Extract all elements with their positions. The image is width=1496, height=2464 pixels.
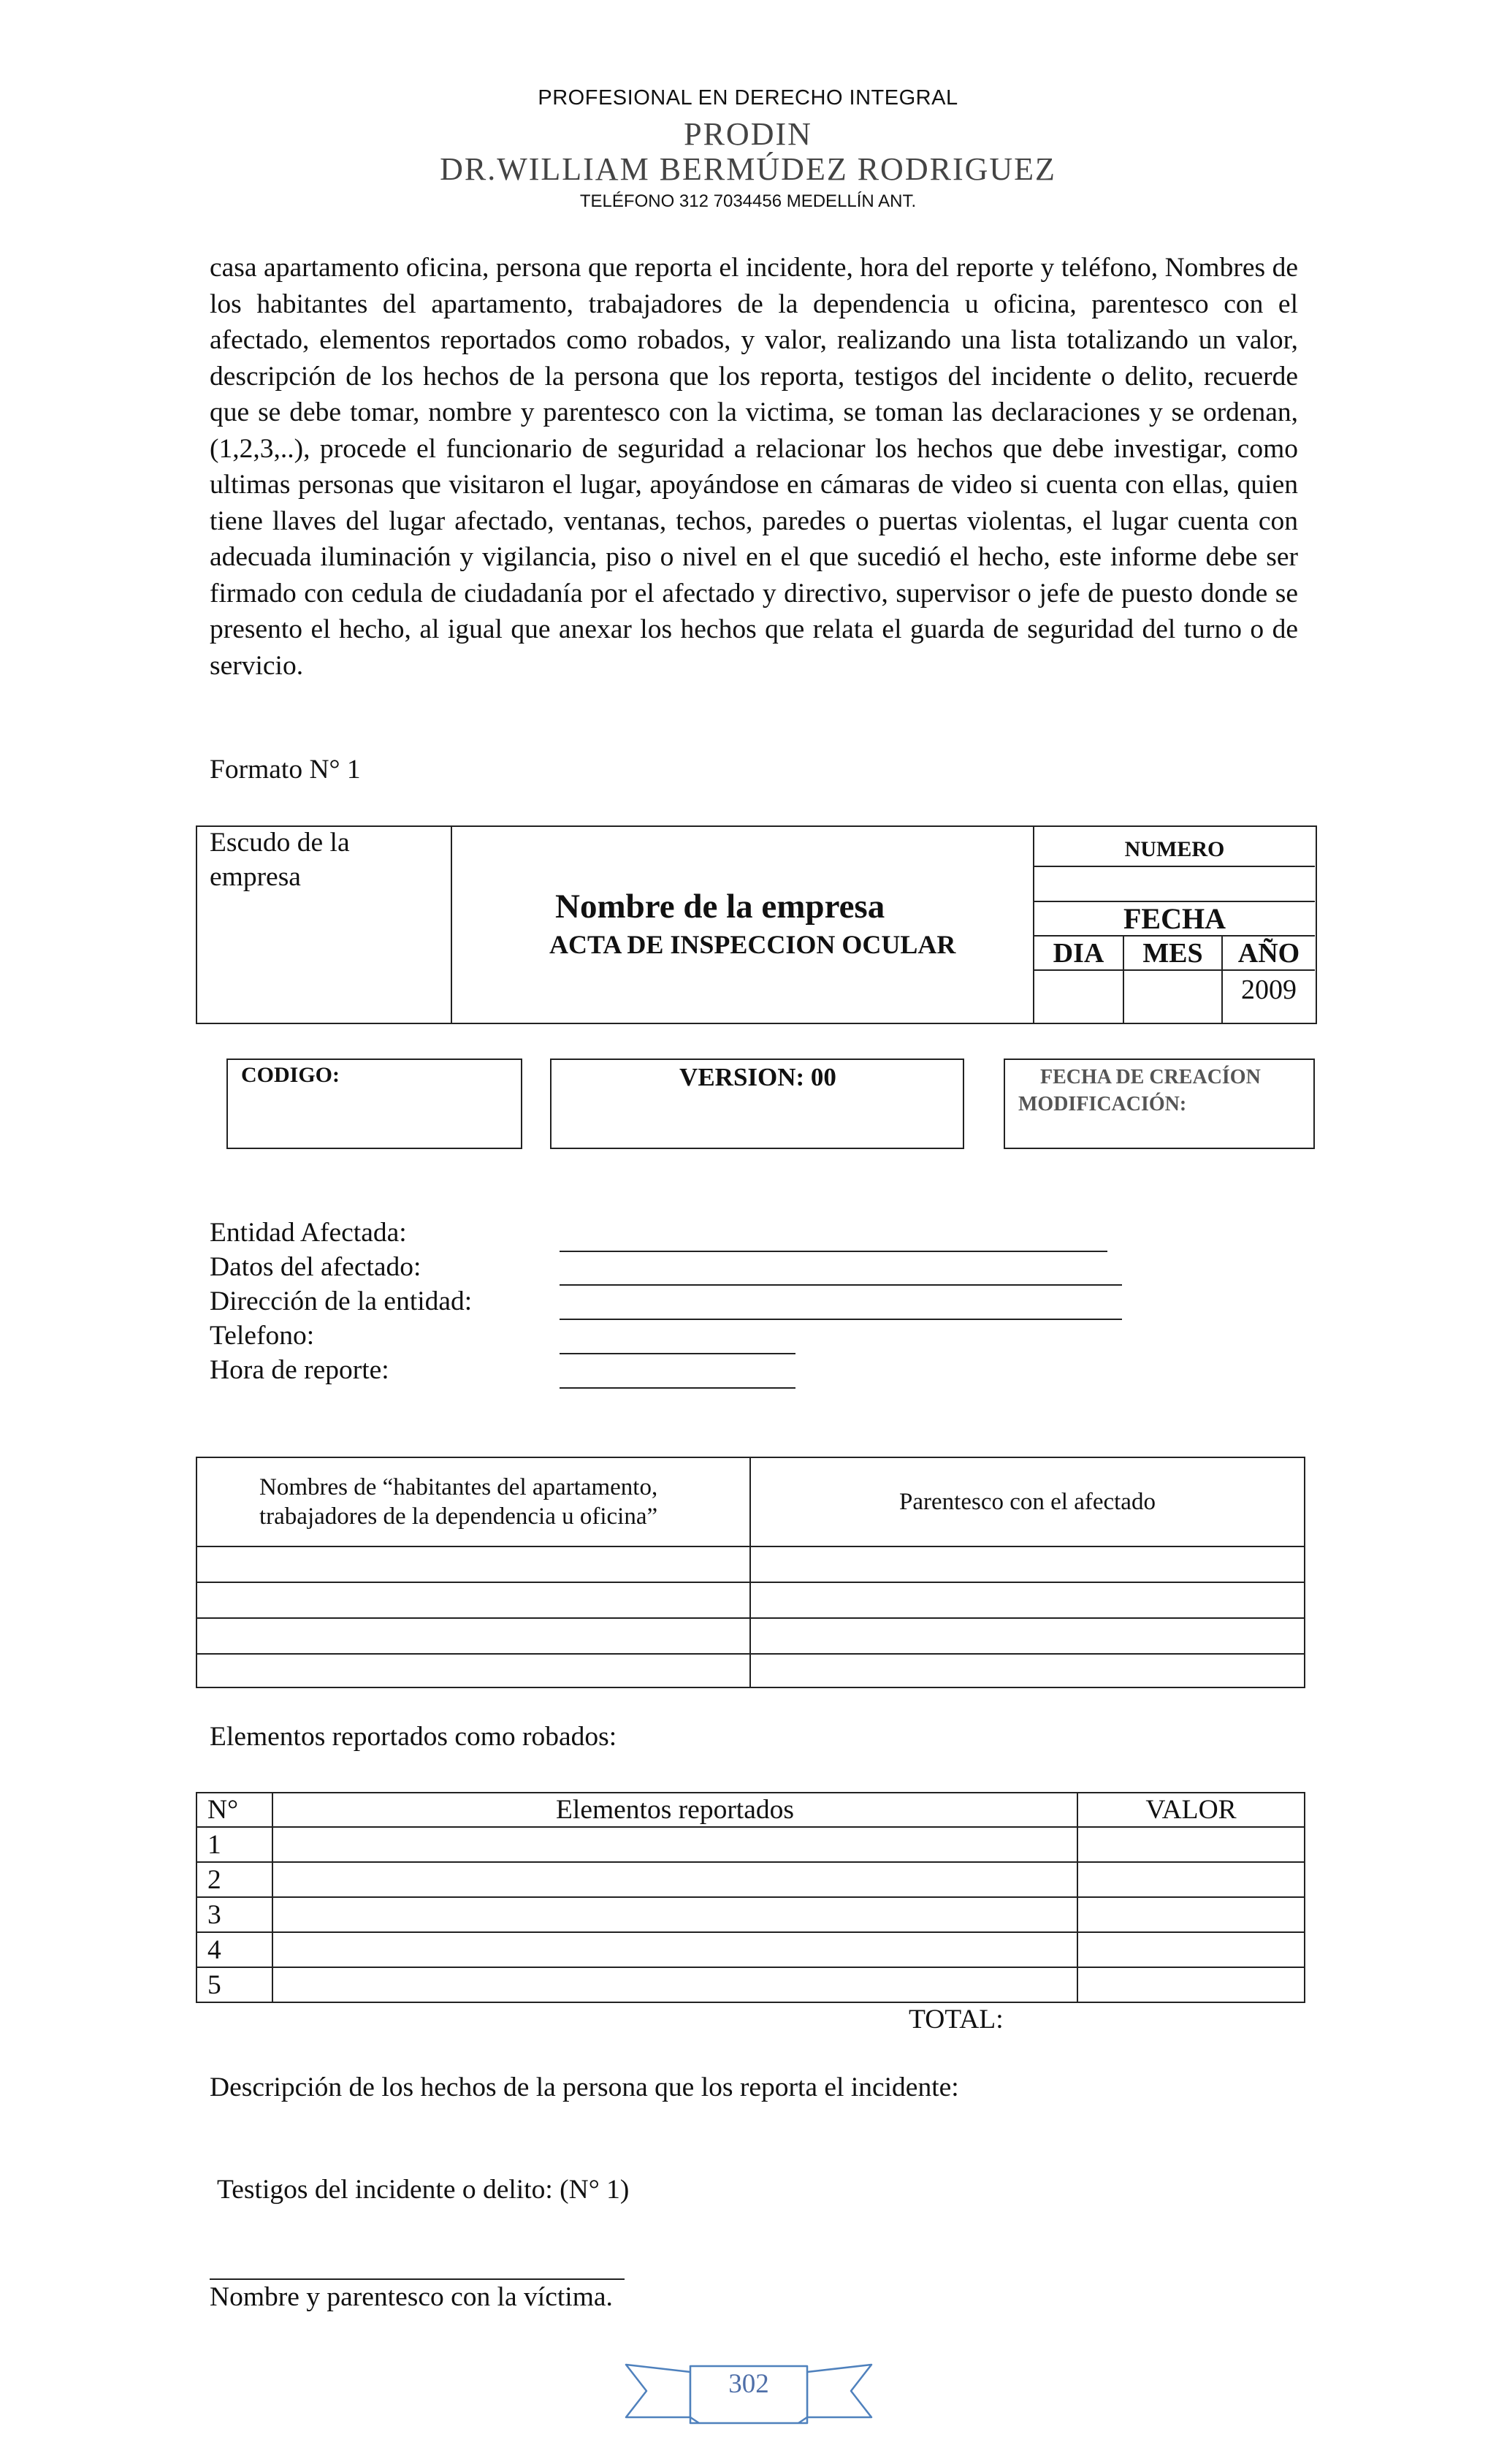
description-label: Descripción de los hechos de la persona que los reporta el incidente:	[210, 2072, 959, 2102]
signature-label: Nombre y parentesco con la víctima.	[210, 2282, 613, 2312]
table-row	[196, 1546, 1305, 1582]
escudo-label: Escudo de la empresa	[210, 828, 350, 892]
table-cell[interactable]	[1077, 1862, 1305, 1897]
table-row	[196, 1582, 1305, 1618]
codigo-box	[226, 1059, 522, 1149]
residents-header-relationship: Parentesco con el afectado	[750, 1457, 1305, 1546]
residents-table	[196, 1457, 1305, 1688]
field-hora-line[interactable]	[560, 1387, 795, 1389]
header-line-1: PROFESIONAL EN DERECHO INTEGRAL	[538, 86, 958, 110]
ano-label: AÑO	[1237, 938, 1300, 969]
version-box	[550, 1059, 964, 1149]
table-row	[196, 1932, 1305, 1967]
fecha-creacion-box	[1004, 1059, 1315, 1149]
field-entidad: Entidad Afectada:	[210, 1218, 407, 1248]
total-label: TOTAL:	[909, 2005, 1004, 2034]
dia-label: DIA	[1053, 938, 1104, 969]
table-cell[interactable]	[750, 1654, 1305, 1687]
table-row	[196, 1967, 1305, 2002]
field-direccion: Dirección de la entidad:	[210, 1286, 473, 1316]
row-number: 4	[196, 1932, 272, 1967]
table-row	[196, 1618, 1305, 1654]
fecha-creacion-label: FECHA DE CREACÍON	[1040, 1066, 1261, 1088]
field-telefono-line[interactable]	[560, 1353, 795, 1354]
stolen-header-value: VALOR	[1077, 1793, 1305, 1827]
row-number: 2	[196, 1862, 272, 1897]
row-number: 3	[196, 1897, 272, 1932]
residents-header-names	[196, 1457, 750, 1546]
table-cell[interactable]	[196, 1582, 750, 1618]
field-entidad-line[interactable]	[560, 1251, 1107, 1252]
format-label: Formato N° 1	[210, 755, 361, 785]
witnesses-label: Testigos del incidente o delito: (N° 1)	[217, 2175, 630, 2205]
header-line-4: TELÉFONO 312 7034456 MEDELLÍN ANT.	[579, 191, 917, 211]
field-telefono: Telefono:	[210, 1321, 315, 1351]
header-line-3: DR.WILLIAM BERMÚDEZ RODRIGUEZ	[440, 151, 1056, 187]
table-cell[interactable]	[272, 1967, 1077, 2002]
table-cell[interactable]	[196, 1618, 750, 1654]
field-hora: Hora de reporte:	[210, 1355, 389, 1385]
version-label: VERSION: 00	[679, 1063, 836, 1091]
table-cell[interactable]	[196, 1654, 750, 1687]
codigo-label: CODIGO:	[241, 1063, 340, 1087]
ano-value: 2009	[1241, 974, 1297, 1005]
residents-header-line-1: Nombres de “habitantes del apartamento,	[259, 1474, 658, 1500]
field-direccion-line[interactable]	[560, 1319, 1122, 1320]
mes-label: MES	[1142, 938, 1203, 969]
table-cell[interactable]	[272, 1862, 1077, 1897]
table-row	[196, 1897, 1305, 1932]
table-row	[196, 1654, 1305, 1687]
company-name: Nombre de la empresa	[555, 888, 885, 926]
table-cell[interactable]	[1077, 1932, 1305, 1967]
stolen-header-items: Elementos reportados	[272, 1793, 1077, 1827]
table-row	[196, 1862, 1305, 1897]
modificacion-label: MODIFICACIÓN:	[1018, 1093, 1187, 1115]
act-title: ACTA DE INSPECCION OCULAR	[549, 930, 956, 959]
table-cell[interactable]	[750, 1546, 1305, 1582]
table-cell[interactable]	[272, 1897, 1077, 1932]
page-number: 302	[728, 2369, 769, 2399]
fecha-label: FECHA	[1123, 902, 1226, 935]
field-datos-line[interactable]	[560, 1284, 1122, 1286]
header-line-2: PRODIN	[684, 116, 812, 152]
stolen-label: Elementos reportados como robados:	[210, 1722, 617, 1752]
row-number: 5	[196, 1967, 272, 2002]
table-cell[interactable]	[196, 1546, 750, 1582]
stolen-header-no: N°	[196, 1793, 272, 1827]
table-cell[interactable]	[1077, 1827, 1305, 1862]
table-cell[interactable]	[272, 1827, 1077, 1862]
residents-header-line-2: trabajadores de la dependencia u oficina”	[259, 1503, 658, 1530]
row-number: 1	[196, 1827, 272, 1862]
table-cell[interactable]	[1077, 1967, 1305, 2002]
stolen-table	[196, 1792, 1305, 2003]
table-cell[interactable]	[750, 1618, 1305, 1654]
numero-label: NUMERO	[1124, 837, 1225, 861]
table-row	[196, 1827, 1305, 1862]
field-datos: Datos del afectado:	[210, 1252, 421, 1282]
table-cell[interactable]	[1077, 1897, 1305, 1932]
table-cell[interactable]	[750, 1582, 1305, 1618]
body-paragraph: casa apartamento oficina, persona que reporta el incidente, hora del reporte y teléfono, Nombres de los habitantes del apartamento, trabajadores de la dependencia u oficina, parentesco con el afectado, elementos reportados como robados, y valor, realizando una lista totalizando un valor, descripción de los hechos de la persona que los reporta, testigos del incidente o delito, recuerde que se debe tomar, nombre y parentesco con la victima, se toman las declaraciones y se ordenan, (1,2,3,..), procede el funcionario de seguridad a relacionar los hechos que debe investigar, como ultimas personas que visitaron el lugar, apoyándose en cámaras de video si cuenta con ellas, quien tiene llaves del lugar afectado, ventanas, techos, paredes o puertas violentas, el lugar cuenta con adecuada iluminación y vigilancia, piso o nivel en el que sucedió el hecho, este informe debe ser firmado con cedula de ciudadanía por el afectado y directivo, supervisor o jefe de puesto donde se presento el hecho, al igual que anexar los hechos que relata el guarda de seguridad del turno o de servicio.	[210, 253, 1298, 681]
signature-line[interactable]	[210, 2278, 625, 2280]
table-cell[interactable]	[272, 1932, 1077, 1967]
